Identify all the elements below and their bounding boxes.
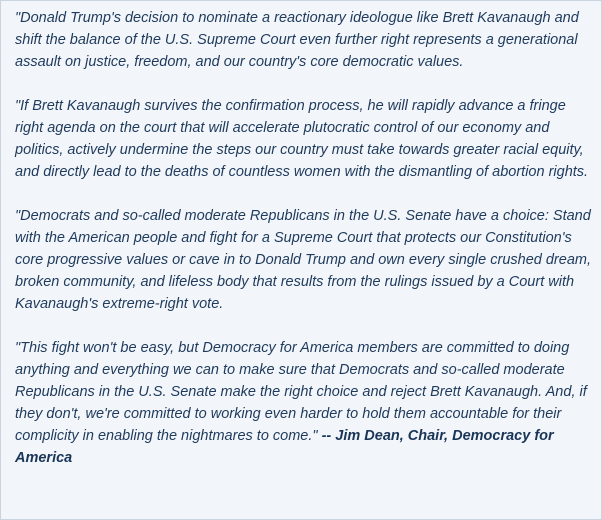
statement-quote bbox=[15, 7, 595, 469]
quote-paragraph-4-text: "This fight won't be easy, but Democracy for America members are committed to doing anything and everything we can to make sure that Democrats and so-called moderate Republicans in the U.S. Senate make the right choice and reject Brett Kavanaugh. And, if they don't, we're committed to working even harder to hold them accountable for their complicity in enabling the nightmares to come." bbox=[15, 340, 587, 444]
quote-paragraph-1: "Donald Trump's decision to nominate a reactionary ideologue like Brett Kavanaugh and shift the balance of the U.S. Supreme Court even further right represents a generational assault on justice, freedom, and our country's core democratic values. bbox=[15, 10, 579, 70]
quote-attribution: -- Jim Dean, Chair, Democracy for America bbox=[15, 428, 554, 466]
quote-paragraph-2: "If Brett Kavanaugh survives the confirmation process, he will rapidly advance a fringe right agenda on the court that will accelerate plutocratic control of our economy and politics, actively undermine the steps our country must take towards greater racial equity, and directly lead to the deaths of countless women with the dismantling of abortion rights. bbox=[15, 98, 589, 180]
quote-paragraph-4 bbox=[15, 337, 595, 469]
quote-paragraph-3: "Democrats and so-called moderate Republicans in the U.S. Senate have a choice: Stand with the American people and fight for a Supreme Court that protects our Constitution's core progressive values or cave in to Donald Trump and own every single crushed dream, broken community, and lifeless body that results from the rulings issued by a Court with Kavanaugh's extreme-right vote. bbox=[15, 208, 591, 312]
